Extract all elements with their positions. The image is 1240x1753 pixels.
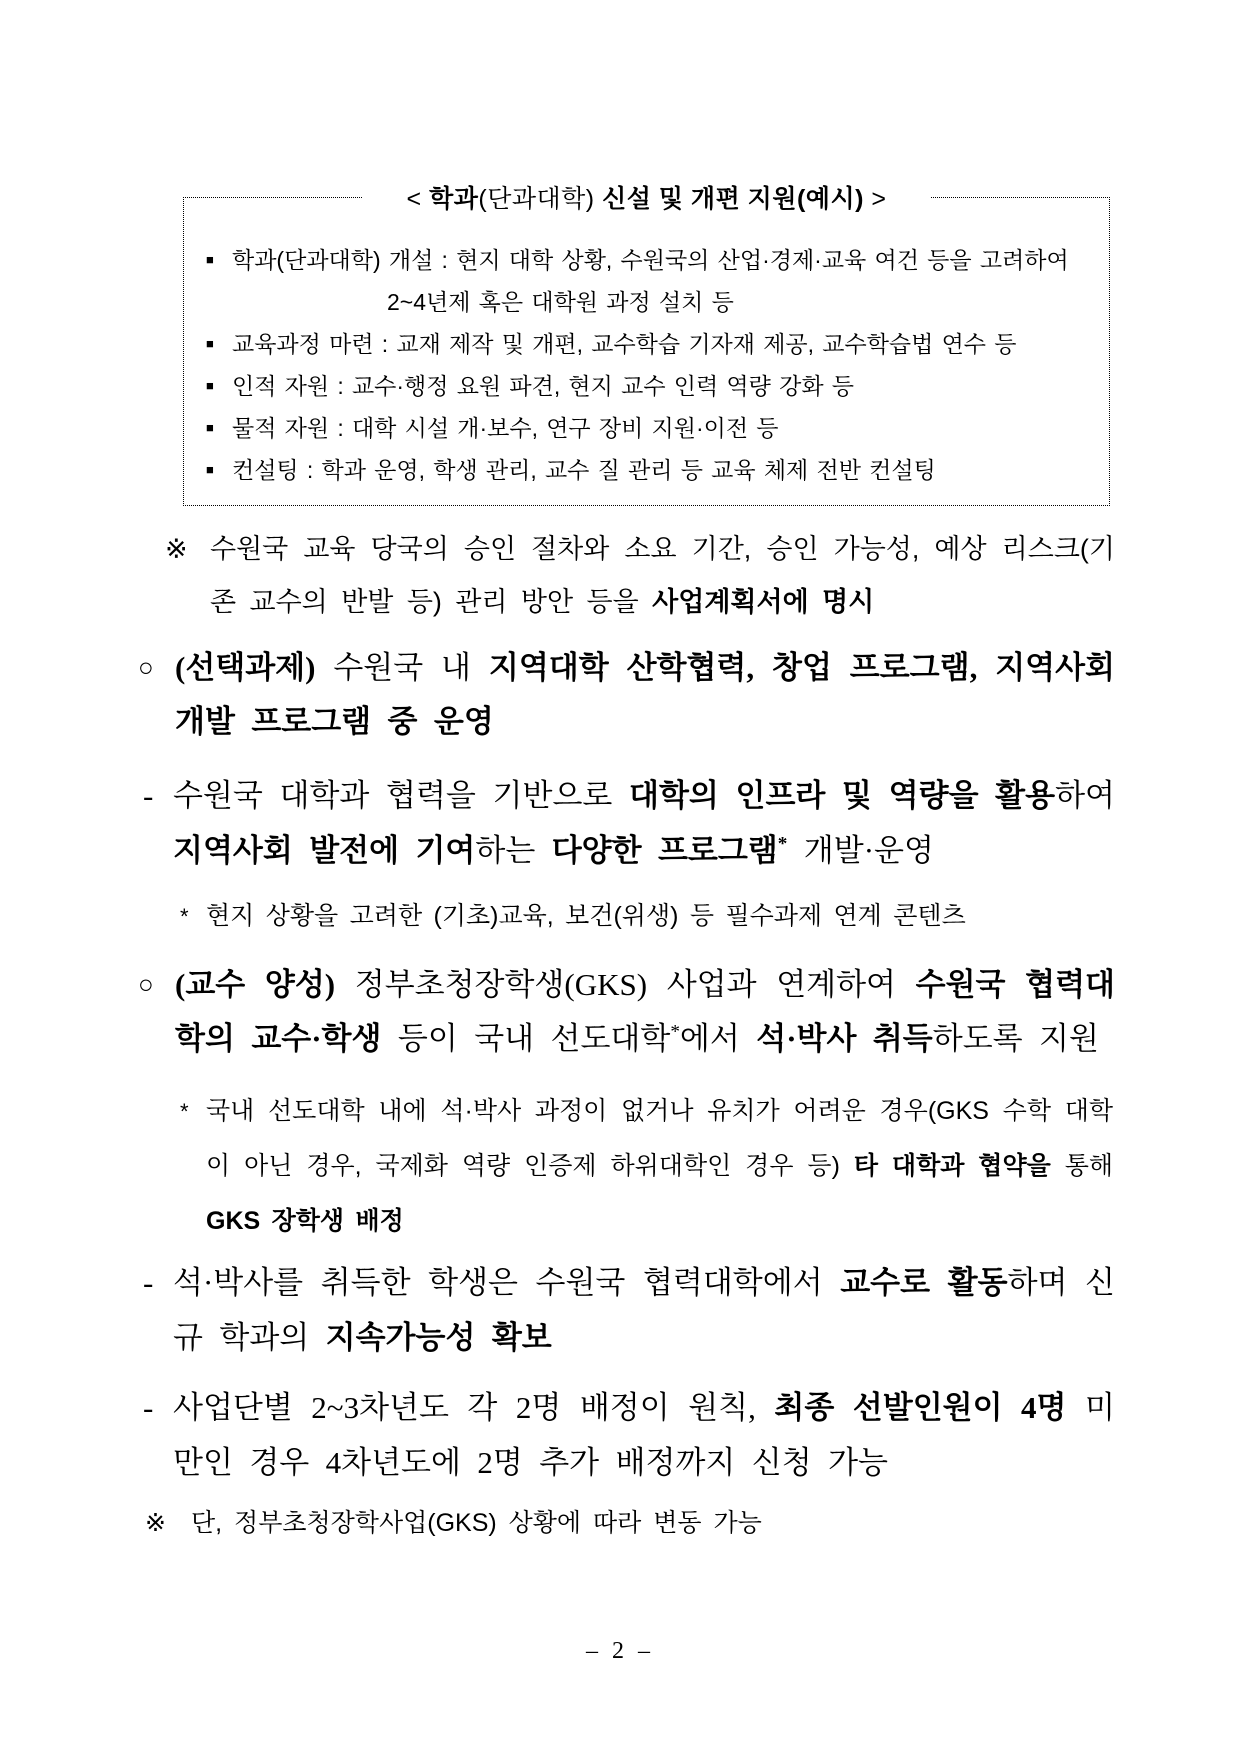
square-bullet-icon: ■ xyxy=(206,462,214,477)
box-item-curriculum xyxy=(204,323,1089,365)
dash-bullet: - xyxy=(143,1265,154,1300)
footnote-content xyxy=(180,889,1115,944)
subitem-professor xyxy=(143,1255,1115,1365)
box-item-text: 물적 자원 : 대학 시설 개·보수, 연구 장비 지원·이전 등 xyxy=(232,415,779,441)
circle-bullet: ○ xyxy=(138,653,154,682)
box-item-text: 인적 자원 : 교수·행정 요원 파견, 현지 교수 인력 역량 강화 등 xyxy=(232,373,854,399)
box-item-text: 컨설팅 : 학과 운영, 학생 관리, 교수 질 관리 등 교육 체제 전반 컨설팅 xyxy=(232,457,936,483)
asterisk-mark: * xyxy=(180,1099,189,1124)
box-item-continuation: 2~4년제 혹은 대학원 과정 설치 등 xyxy=(387,289,734,315)
subitem-professor-text: 석·박사를 취득한 학생은 수원국 협력대학에서 교수로 활동하며 신규 학과의 지속가능성 확보 xyxy=(173,1265,1115,1355)
note-gks-change-text: 단, 정부초청장학사업(GKS) 상황에 따라 변동 가능 xyxy=(191,1509,762,1537)
task-optional-text: (선택과제) 수원국 내 지역대학 산학협력, 창업 프로그램, 지역사회 개발 프로그램 중 운영 xyxy=(175,650,1116,739)
reference-mark: ※ xyxy=(145,1509,166,1537)
task-professor-text: (교수 양성) 정부초청장학생(GKS) 사업과 연계하여 수원국 협력대학의 교수·학생 등이 국내 선도대학*에서 석·박사 취득하도록 지원 xyxy=(175,967,1115,1056)
support-example-box xyxy=(183,179,1110,506)
circle-bullet: ○ xyxy=(138,970,154,999)
subitem-quota xyxy=(143,1380,1115,1490)
note-approval xyxy=(165,523,1115,629)
page-number: – 2 – xyxy=(586,1638,654,1664)
box-item-consulting xyxy=(204,449,1089,491)
box-item-text: 학과(단과대학) 개설 : 현지 대학 상황, 수원국의 산업·경제·교육 여건 등을 고려하여 2~4년제 혹은 대학원 과정 설치 등 xyxy=(232,239,1089,323)
subitem-program xyxy=(143,768,1115,878)
subitem-quota-text: 사업단별 2~3차년도 각 2명 배정이 원칙, 최종 선발인원이 4명 미만인 경우 4차년도에 2명 추가 배정까지 신청 가능 xyxy=(173,1390,1115,1480)
box-item-physical-resources xyxy=(204,407,1089,449)
subitem-program-text: 수원국 대학과 협력을 기반으로 대학의 인프라 및 역량을 활용하여 지역사회 발전에 기여하는 다양한 프로그램* 개발·운영 xyxy=(173,778,1115,868)
square-bullet-icon: ■ xyxy=(206,420,214,435)
box-title: < 학과(단과대학) 신설 및 개편 지원(예시) > xyxy=(406,185,887,213)
task-professor-training xyxy=(138,958,1115,1066)
asterisk-mark: * xyxy=(180,904,189,929)
task-optional xyxy=(138,641,1115,749)
reference-mark: ※ xyxy=(165,534,188,564)
dash-bullet: - xyxy=(143,778,154,813)
box-item-text: 교육과정 마련 : 교재 제작 및 개편, 교수학습 기자재 제공, 교수학습법 연수 등 xyxy=(232,331,1017,357)
note-gks-change xyxy=(145,1496,1115,1551)
note-approval-text: 수원국 교육 당국의 승인 절차와 소요 기간, 승인 가능성, 예상 리스크(기존 교수의 반발 등) 관리 방안 등을 사업계획서에 명시 xyxy=(210,534,1115,617)
dash-bullet: - xyxy=(143,1390,154,1425)
footnote-gks-text: 국내 선도대학 내에 석·박사 과정이 없거나 유치가 어려운 경우(GKS 수학 대학이 아닌 경우, 국제화 역량 인증제 하위대학인 경우 등) 타 대학과 협약을 통해 GKS 장학생 배정 xyxy=(206,1097,1113,1235)
square-bullet-icon: ■ xyxy=(206,336,214,351)
box-item-human-resources xyxy=(204,365,1089,407)
square-bullet-icon: ■ xyxy=(206,378,214,393)
square-bullet-icon: ■ xyxy=(206,252,214,267)
box-item-department xyxy=(204,239,1089,323)
footnote-content-text: 현지 상황을 고려한 (기초)교육, 보건(위생) 등 필수과제 연계 콘텐츠 xyxy=(206,902,966,930)
footnote-gks xyxy=(180,1084,1113,1249)
